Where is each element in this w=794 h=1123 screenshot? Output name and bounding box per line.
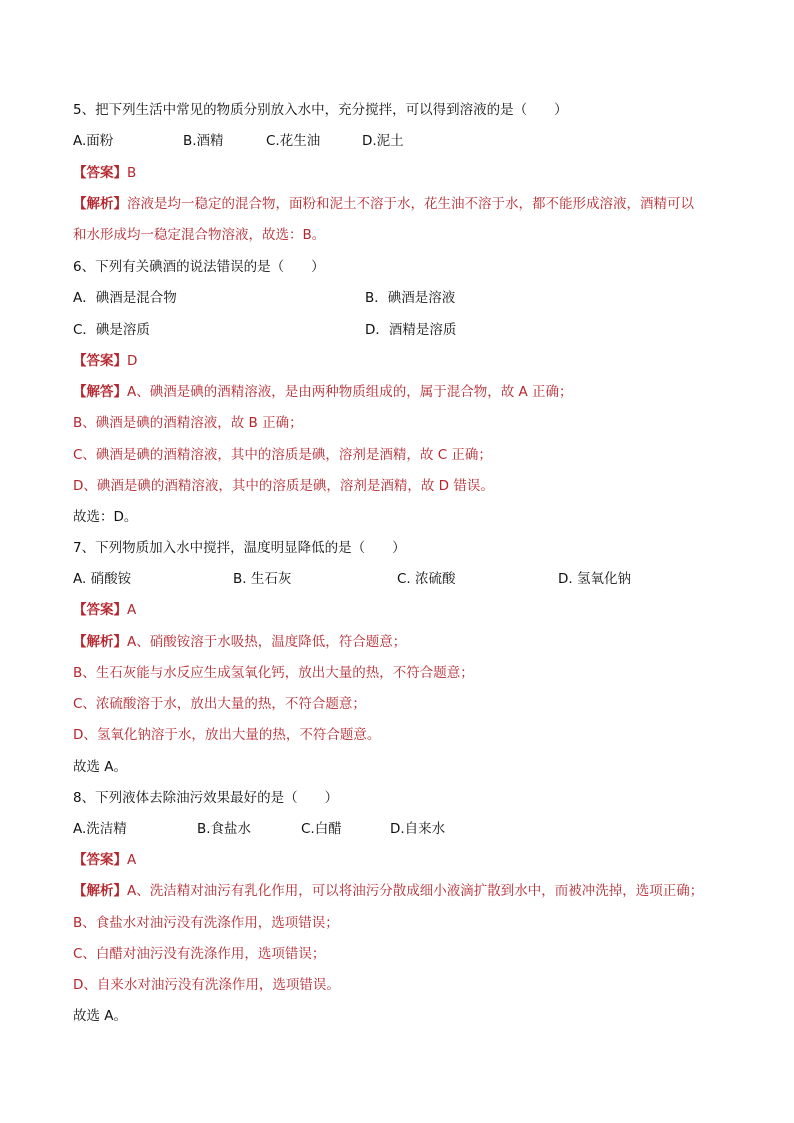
- answer-tag: 【答案】: [73, 353, 127, 369]
- q6-analysis-line: B、碘酒是碘的酒精溶液，故 B 正确；: [73, 415, 303, 431]
- q8-analysis-line: C、白醋对油污没有洗涤作用，选项错误；: [73, 946, 326, 962]
- q8-analysis-line: B、食盐水对油污没有洗涤作用，选项错误；: [73, 915, 339, 931]
- q5-option-a: A.面粉: [73, 133, 114, 149]
- q8-option-a: A.洗洁精: [73, 821, 127, 837]
- analysis-text: A、洗洁精对油污有乳化作用，可以将油污分散成细小液滴扩散到水中，而被冲洗掉，选项正确；: [127, 883, 704, 899]
- answer-value: D: [127, 353, 138, 369]
- q8-answer: [73, 850, 136, 870]
- q6-analysis-line: D、碘酒是碘的酒精溶液，其中的溶质是碘，溶剂是酒精，故 D 错误。: [73, 478, 494, 494]
- answer-tag: 【答案】: [73, 165, 127, 181]
- q7-conclusion: 故选 A。: [73, 759, 128, 775]
- q7-option-c: C. 浓硫酸: [397, 571, 456, 587]
- q8-option-c: C.白醋: [301, 821, 342, 837]
- q7-answer: [73, 600, 136, 620]
- q5-answer: [73, 163, 136, 183]
- q6-analysis-line: C、碘酒是碘的酒精溶液，其中的溶质是碘，溶剂是酒精，故 C 正确；: [73, 447, 492, 463]
- q5-analysis-cont: 和水形成均一稳定混合物溶液，故选：B。: [73, 227, 326, 243]
- q6-stem: 6、下列有关碘酒的说法错误的是（ ）: [73, 259, 325, 275]
- answer-value: A: [127, 852, 137, 868]
- answer-value: A: [127, 602, 137, 618]
- analysis-text: A、碘酒是碘的酒精溶液，是由两种物质组成的，属于混合物，故 A 正确；: [127, 384, 573, 400]
- analysis-tag: 【解析】: [73, 883, 127, 899]
- q6-option-b: B．碘酒是溶液: [365, 290, 456, 306]
- answer-tag: 【答案】: [73, 602, 127, 618]
- answer-tag: 【答案】: [73, 852, 127, 868]
- q6-option-c: C．碘是溶质: [73, 322, 150, 338]
- analysis-tag: 【解析】: [73, 196, 127, 212]
- q7-analysis-line: B、生石灰能与水反应生成氢氧化钙，放出大量的热，不符合题意；: [73, 665, 474, 681]
- q6-answer: [73, 351, 137, 371]
- q5-analysis: [73, 194, 694, 214]
- q5-stem: 5、把下列生活中常见的物质分别放入水中，充分搅拌，可以得到溶液的是（ ）: [73, 102, 568, 118]
- q7-analysis-line: C、浓硫酸溶于水，放出大量的热，不符合题意；: [73, 696, 366, 712]
- q6-conclusion: 故选：D。: [73, 509, 138, 525]
- q6-option-a: A．碘酒是混合物: [73, 290, 177, 306]
- q8-stem: 8、下列液体去除油污效果最好的是（ ）: [73, 790, 339, 806]
- q8-conclusion: 故选 A。: [73, 1008, 128, 1024]
- answer-value: B: [127, 165, 137, 181]
- q6-analysis: [73, 382, 573, 402]
- q7-analysis: [73, 632, 406, 652]
- q7-stem: 7、下列物质加入水中搅拌，温度明显降低的是（ ）: [73, 540, 406, 556]
- q8-option-b: B.食盐水: [197, 821, 252, 837]
- q8-analysis: [73, 881, 703, 901]
- q5-option-b: B.酒精: [183, 133, 224, 149]
- q6-option-d: D．酒精是溶质: [365, 322, 457, 338]
- analysis-tag: 【解析】: [73, 634, 127, 650]
- analysis-tag: 【解答】: [73, 384, 127, 400]
- q8-analysis-line: D、自来水对油污没有洗涤作用，选项错误。: [73, 977, 340, 993]
- q5-option-c: C.花生油: [266, 133, 321, 149]
- q7-option-b: B. 生石灰: [233, 571, 292, 587]
- analysis-text: A、硝酸铵溶于水吸热，温度降低，符合题意；: [127, 634, 407, 650]
- q8-option-d: D.自来水: [390, 821, 446, 837]
- analysis-text: 溶液是均一稳定的混合物，面粉和泥土不溶于水，花生油不溶于水，都不能形成溶液，酒精可以: [127, 196, 694, 212]
- q7-option-d: D. 氢氧化钠: [558, 571, 631, 587]
- q7-option-a: A. 硝酸铵: [73, 571, 132, 587]
- q7-analysis-line: D、氢氧化钠溶于水，放出大量的热，不符合题意。: [73, 727, 381, 743]
- q5-option-d: D.泥土: [362, 133, 404, 149]
